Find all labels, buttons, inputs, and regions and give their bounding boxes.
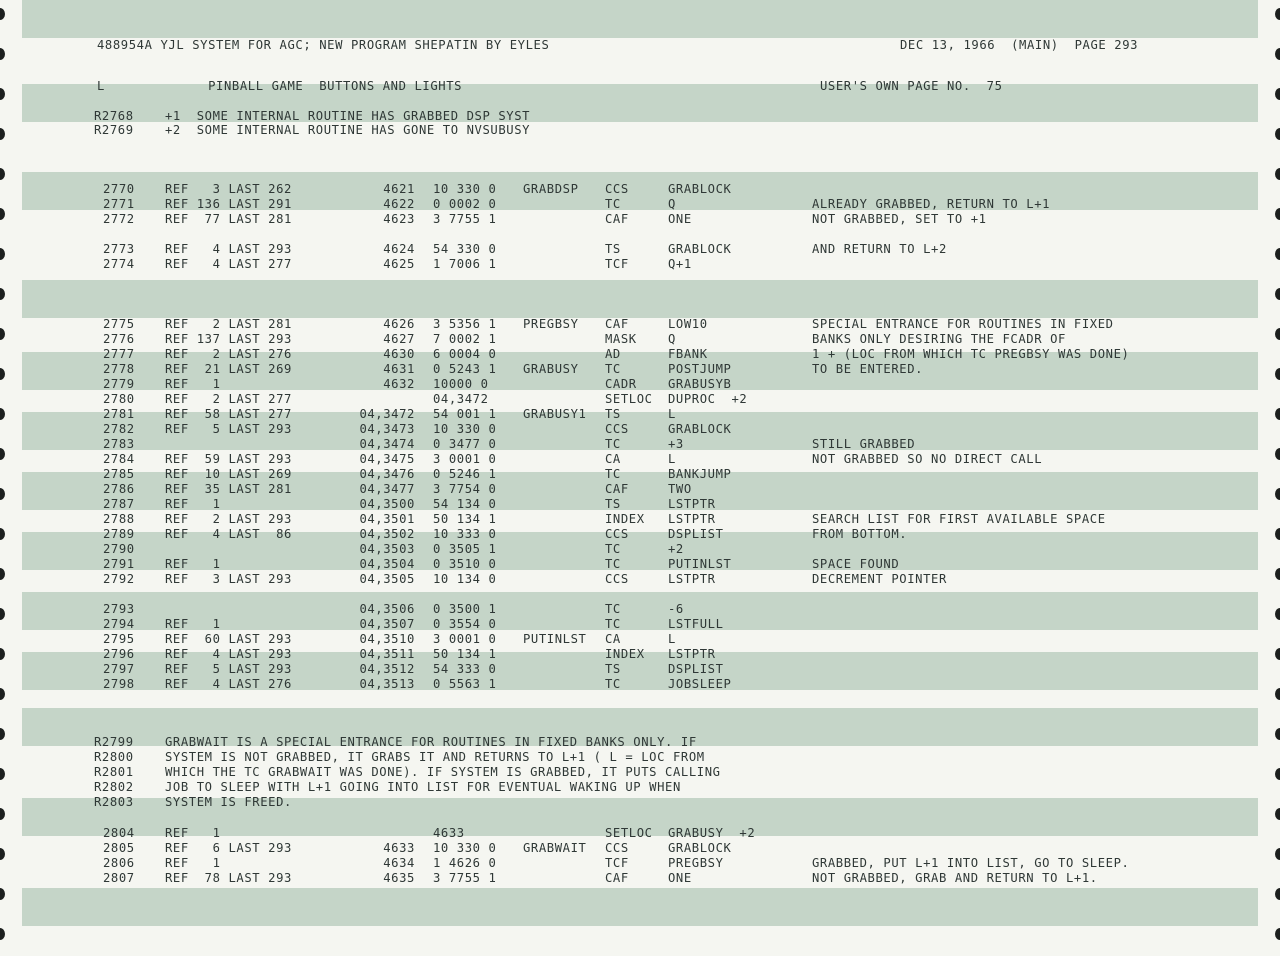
cross-reference: REF 2 LAST 277 — [165, 392, 292, 406]
line-number: 2786 — [103, 482, 135, 496]
line-number: 2784 — [103, 452, 135, 466]
operand: LSTPTR — [668, 572, 716, 586]
memory-address: 04,3472 — [359, 407, 415, 421]
listing-row — [0, 317, 1280, 331]
opcode: CADR — [605, 377, 637, 391]
memory-address: 04,3513 — [359, 677, 415, 691]
listing-row — [0, 257, 1280, 271]
line-number: 2775 — [103, 317, 135, 331]
cross-reference: REF 21 LAST 269 — [165, 362, 292, 376]
opcode: TS — [605, 242, 621, 256]
memory-address: 4625 — [383, 257, 415, 271]
line-number: 2795 — [103, 632, 135, 646]
cross-reference: REF 1 — [165, 377, 221, 391]
opcode: TC — [605, 437, 621, 451]
opcode: TC — [605, 617, 621, 631]
operand: LSTPTR — [668, 497, 716, 511]
listing-row — [0, 572, 1280, 586]
feed-hole — [0, 88, 5, 100]
line-number: 2792 — [103, 572, 135, 586]
cross-reference: REF 59 LAST 293 — [165, 452, 292, 466]
line-number: 2776 — [103, 332, 135, 346]
opcode: TS — [605, 407, 621, 421]
opcode: SETLOC — [605, 392, 653, 406]
page-header-title: 488954A YJL SYSTEM FOR AGC; NEW PROGRAM SHEPATIN BY EYLES — [97, 38, 550, 52]
listing-row — [0, 422, 1280, 436]
memory-address: 4627 — [383, 332, 415, 346]
memory-address: 04,3502 — [359, 527, 415, 541]
remark-text: WHICH THE TC GRABWAIT WAS DONE). IF SYSTEM IS GRABBED, IT PUTS CALLING — [165, 765, 721, 779]
greenbar-band — [22, 0, 1258, 38]
listing-row — [0, 632, 1280, 646]
feed-hole — [0, 288, 5, 300]
comment: SPACE FOUND — [812, 557, 900, 571]
line-number: 2782 — [103, 422, 135, 436]
comment: NOT GRABBED, GRAB AND RETURN TO L+1. — [812, 871, 1098, 885]
octal-word: 7 0002 1 — [433, 332, 497, 346]
comment: GRABBED, PUT L+1 INTO LIST, GO TO SLEEP. — [812, 856, 1130, 870]
line-number: 2789 — [103, 527, 135, 541]
listing-row — [0, 197, 1280, 211]
opcode: AD — [605, 347, 621, 361]
opcode: TCF — [605, 856, 629, 870]
cross-reference: REF 1 — [165, 497, 221, 511]
octal-word: 10000 0 — [433, 377, 489, 391]
operand: +2 — [668, 542, 684, 556]
symbol-label: PREGBSY — [523, 317, 579, 331]
listing-row — [0, 347, 1280, 361]
feed-hole — [0, 808, 5, 820]
comment: FROM BOTTOM. — [812, 527, 908, 541]
cross-reference: REF 6 LAST 293 — [165, 841, 292, 855]
opcode: TC — [605, 197, 621, 211]
comment: TO BE ENTERED. — [812, 362, 924, 376]
listing-row — [0, 826, 1280, 840]
line-number: 2796 — [103, 647, 135, 661]
operand: PUTINLST — [668, 557, 732, 571]
memory-address: 04,3503 — [359, 542, 415, 556]
opcode: CCS — [605, 527, 629, 541]
cross-reference: REF 2 LAST 276 — [165, 347, 292, 361]
memory-address: 04,3473 — [359, 422, 415, 436]
operand: POSTJUMP — [668, 362, 732, 376]
opcode: TC — [605, 542, 621, 556]
octal-word: 3 7755 1 — [433, 871, 497, 885]
cross-reference: REF 4 LAST 276 — [165, 677, 292, 691]
listing-row — [0, 377, 1280, 391]
opcode: CCS — [605, 572, 629, 586]
listing-row — [0, 482, 1280, 496]
operand: DSPLIST — [668, 527, 724, 541]
listing-row — [0, 841, 1280, 855]
line-number: 2774 — [103, 257, 135, 271]
operand: TWO — [668, 482, 692, 496]
operand: ONE — [668, 212, 692, 226]
octal-word: 0 0002 0 — [433, 197, 497, 211]
opcode: CA — [605, 452, 621, 466]
listing-row — [0, 527, 1280, 541]
comment: NOT GRABBED, SET TO +1 — [812, 212, 987, 226]
octal-word: 10 330 0 — [433, 422, 497, 436]
operand: Q — [668, 197, 676, 211]
memory-address: 04,3500 — [359, 497, 415, 511]
line-number: 2793 — [103, 602, 135, 616]
opcode: TC — [605, 602, 621, 616]
operand: L — [668, 632, 676, 646]
memory-address: 4621 — [383, 182, 415, 196]
comment: STILL GRABBED — [812, 437, 916, 451]
octal-word: 54 001 1 — [433, 407, 497, 421]
opcode: CA — [605, 632, 621, 646]
remark-text: JOB TO SLEEP WITH L+1 GOING INTO LIST FOR EVENTUAL WAKING UP WHEN — [165, 780, 681, 794]
line-number: 2781 — [103, 407, 135, 421]
operand: GRABLOCK — [668, 422, 732, 436]
operand: JOBSLEEP — [668, 677, 732, 691]
octal-word: 0 3510 0 — [433, 557, 497, 571]
line-number: 2791 — [103, 557, 135, 571]
line-number: 2770 — [103, 182, 135, 196]
opcode: INDEX — [605, 647, 645, 661]
listing-row — [0, 542, 1280, 556]
cross-reference: REF 5 LAST 293 — [165, 662, 292, 676]
feed-hole — [1275, 48, 1280, 60]
octal-word: 0 5563 1 — [433, 677, 497, 691]
memory-address: 4623 — [383, 212, 415, 226]
feed-hole — [0, 168, 5, 180]
operand: GRABLOCK — [668, 242, 732, 256]
operand: LSTFULL — [668, 617, 724, 631]
remark-number: R2801 — [94, 765, 134, 779]
cross-reference: REF 1 — [165, 557, 221, 571]
opcode: TC — [605, 362, 621, 376]
octal-word: 10 330 0 — [433, 182, 497, 196]
feed-hole — [1275, 888, 1280, 900]
line-number: 2777 — [103, 347, 135, 361]
memory-address: 04,3476 — [359, 467, 415, 481]
octal-word: 3 7755 1 — [433, 212, 497, 226]
line-number: 2788 — [103, 512, 135, 526]
remark-text: SYSTEM IS NOT GRABBED, IT GRABS IT AND RETURNS TO L+1 ( L = LOC FROM — [165, 750, 705, 764]
memory-address: 04,3501 — [359, 512, 415, 526]
operand: L — [668, 407, 676, 421]
cross-reference: REF 4 LAST 86 — [165, 527, 292, 541]
remark-number: R2800 — [94, 750, 134, 764]
line-number: 2804 — [103, 826, 135, 840]
memory-address: 4630 — [383, 347, 415, 361]
line-number: 2794 — [103, 617, 135, 631]
octal-word: 3 7754 0 — [433, 482, 497, 496]
octal-word: 1 7006 1 — [433, 257, 497, 271]
line-number: 2797 — [103, 662, 135, 676]
memory-address: 04,3512 — [359, 662, 415, 676]
line-number: 2787 — [103, 497, 135, 511]
opcode: CCS — [605, 422, 629, 436]
comment: DECREMENT POINTER — [812, 572, 947, 586]
greenbar-band — [22, 888, 1258, 926]
operand: LSTPTR — [668, 512, 716, 526]
remark-text: +2 SOME INTERNAL ROUTINE HAS GONE TO NVSUBUSY — [165, 123, 531, 137]
symbol-label: GRABUSY1 — [523, 407, 587, 421]
page-header-date-page: DEC 13, 1966 (MAIN) PAGE 293 — [900, 38, 1139, 52]
line-number: 2773 — [103, 242, 135, 256]
octal-word: 4633 — [433, 826, 465, 840]
cross-reference: REF 4 LAST 293 — [165, 647, 292, 661]
feed-hole — [0, 928, 5, 940]
operand: GRABLOCK — [668, 841, 732, 855]
comment: SPECIAL ENTRANCE FOR ROUTINES IN FIXED — [812, 317, 1114, 331]
octal-word: 10 330 0 — [433, 841, 497, 855]
octal-word: 3 5356 1 — [433, 317, 497, 331]
memory-address: 04,3504 — [359, 557, 415, 571]
octal-word: 0 3477 0 — [433, 437, 497, 451]
cross-reference: REF 4 LAST 277 — [165, 257, 292, 271]
opcode: INDEX — [605, 512, 645, 526]
operand: DUPROC +2 — [668, 392, 748, 406]
cross-reference: REF 58 LAST 277 — [165, 407, 292, 421]
opcode: TC — [605, 677, 621, 691]
remark-line — [0, 735, 1280, 749]
operand: -6 — [668, 602, 684, 616]
memory-address: 04,3474 — [359, 437, 415, 451]
remark-line — [0, 123, 1280, 137]
symbol-label: GRABWAIT — [523, 841, 587, 855]
line-number: 2806 — [103, 856, 135, 870]
operand: GRABLOCK — [668, 182, 732, 196]
listing-row — [0, 647, 1280, 661]
opcode: SETLOC — [605, 826, 653, 840]
opcode: CCS — [605, 841, 629, 855]
operand: L — [668, 452, 676, 466]
cross-reference: REF 136 LAST 291 — [165, 197, 292, 211]
octal-word: 0 3505 1 — [433, 542, 497, 556]
opcode: TC — [605, 557, 621, 571]
remark-number: R2803 — [94, 795, 134, 809]
feed-hole — [1275, 168, 1280, 180]
line-number: 2779 — [103, 377, 135, 391]
opcode: CAF — [605, 482, 629, 496]
listing-row — [0, 392, 1280, 406]
line-number: 2805 — [103, 841, 135, 855]
memory-address: 04,3477 — [359, 482, 415, 496]
remark-line — [0, 795, 1280, 809]
line-number: 2790 — [103, 542, 135, 556]
cross-reference: REF 1 — [165, 826, 221, 840]
line-number: 2778 — [103, 362, 135, 376]
comment: AND RETURN TO L+2 — [812, 242, 947, 256]
line-number: 2772 — [103, 212, 135, 226]
listing-row — [0, 512, 1280, 526]
cross-reference: REF 1 — [165, 856, 221, 870]
listing-row — [0, 182, 1280, 196]
octal-word: 0 5243 1 — [433, 362, 497, 376]
remark-number: R2768 — [94, 109, 134, 123]
memory-address: 04,3505 — [359, 572, 415, 586]
opcode: CAF — [605, 317, 629, 331]
line-number: 2783 — [103, 437, 135, 451]
cross-reference: REF 77 LAST 281 — [165, 212, 292, 226]
cross-reference: REF 5 LAST 293 — [165, 422, 292, 436]
listing-row — [0, 602, 1280, 616]
listing-row — [0, 407, 1280, 421]
memory-address: 04,3511 — [359, 647, 415, 661]
opcode: TS — [605, 497, 621, 511]
listing-row — [0, 242, 1280, 256]
line-number: 2798 — [103, 677, 135, 691]
listing-row — [0, 677, 1280, 691]
comment: BANKS ONLY DESIRING THE FCADR OF — [812, 332, 1066, 346]
opcode: TCF — [605, 257, 629, 271]
operand: DSPLIST — [668, 662, 724, 676]
memory-address: 04,3507 — [359, 617, 415, 631]
line-number: 2771 — [103, 197, 135, 211]
operand: ONE — [668, 871, 692, 885]
line-number: 2807 — [103, 871, 135, 885]
operand: LSTPTR — [668, 647, 716, 661]
octal-word: 0 3500 1 — [433, 602, 497, 616]
octal-word: 50 134 1 — [433, 512, 497, 526]
greenbar-band — [22, 280, 1258, 318]
remark-line — [0, 780, 1280, 794]
opcode: CCS — [605, 182, 629, 196]
cross-reference: REF 1 — [165, 617, 221, 631]
listing-row — [0, 437, 1280, 451]
line-number: 2785 — [103, 467, 135, 481]
remark-number: R2802 — [94, 780, 134, 794]
listing-row — [0, 856, 1280, 870]
listing-row — [0, 212, 1280, 226]
memory-address: 4634 — [383, 856, 415, 870]
comment: ALREADY GRABBED, RETURN TO L+1 — [812, 197, 1051, 211]
feed-hole — [0, 8, 5, 20]
listing-row — [0, 497, 1280, 511]
symbol-label: PUTINLST — [523, 632, 587, 646]
cross-reference: REF 3 LAST 293 — [165, 572, 292, 586]
operand: Q+1 — [668, 257, 692, 271]
remark-text: +1 SOME INTERNAL ROUTINE HAS GRABBED DSP SYST — [165, 109, 531, 123]
feed-hole — [1275, 88, 1280, 100]
octal-word: 6 0004 0 — [433, 347, 497, 361]
line-number: 2780 — [103, 392, 135, 406]
octal-word: 10 333 0 — [433, 527, 497, 541]
memory-address: 4632 — [383, 377, 415, 391]
opcode: MASK — [605, 332, 637, 346]
octal-word: 54 333 0 — [433, 662, 497, 676]
operand: FBANK — [668, 347, 708, 361]
cross-reference: REF 4 LAST 293 — [165, 242, 292, 256]
memory-address: 4624 — [383, 242, 415, 256]
listing-row — [0, 617, 1280, 631]
operand: Q — [668, 332, 676, 346]
octal-word: 50 134 1 — [433, 647, 497, 661]
opcode: TS — [605, 662, 621, 676]
memory-address: 4631 — [383, 362, 415, 376]
feed-hole — [1275, 808, 1280, 820]
comment: SEARCH LIST FOR FIRST AVAILABLE SPACE — [812, 512, 1106, 526]
remark-line — [0, 750, 1280, 764]
memory-address: 04,3510 — [359, 632, 415, 646]
octal-word: 54 330 0 — [433, 242, 497, 256]
memory-address: 4635 — [383, 871, 415, 885]
symbol-label: GRABDSP — [523, 182, 579, 196]
cross-reference: REF 3 LAST 262 — [165, 182, 292, 196]
listing-row — [0, 557, 1280, 571]
listing-row — [0, 871, 1280, 885]
feed-hole — [0, 48, 5, 60]
symbol-label: GRABUSY — [523, 362, 579, 376]
memory-address: 04,3475 — [359, 452, 415, 466]
octal-word: 04,3472 — [433, 392, 489, 406]
octal-word: 0 3554 0 — [433, 617, 497, 631]
operand: +3 — [668, 437, 684, 451]
memory-address: 04,3506 — [359, 602, 415, 616]
memory-address: 4633 — [383, 841, 415, 855]
feed-hole — [1275, 288, 1280, 300]
listing-row — [0, 467, 1280, 481]
cross-reference: REF 2 LAST 281 — [165, 317, 292, 331]
remark-line — [0, 109, 1280, 123]
remark-number: R2769 — [94, 123, 134, 137]
cross-reference: REF 35 LAST 281 — [165, 482, 292, 496]
listing-row — [0, 362, 1280, 376]
operand: GRABUSYB — [668, 377, 732, 391]
octal-word: 1 4626 0 — [433, 856, 497, 870]
cross-reference: REF 60 LAST 293 — [165, 632, 292, 646]
feed-hole — [1275, 928, 1280, 940]
comment: 1 + (LOC FROM WHICH TC PREGBSY WAS DONE) — [812, 347, 1130, 361]
opcode: CAF — [605, 212, 629, 226]
cross-reference: REF 78 LAST 293 — [165, 871, 292, 885]
opcode: TC — [605, 467, 621, 481]
operand: LOW10 — [668, 317, 708, 331]
listing-row — [0, 332, 1280, 346]
remark-text: GRABWAIT IS A SPECIAL ENTRANCE FOR ROUTINES IN FIXED BANKS ONLY. IF — [165, 735, 697, 749]
opcode: CAF — [605, 871, 629, 885]
operand: BANKJUMP — [668, 467, 732, 481]
remark-line — [0, 765, 1280, 779]
feed-hole — [0, 888, 5, 900]
user-page-number: USER'S OWN PAGE NO. 75 — [820, 79, 1003, 93]
comment: NOT GRABBED SO NO DIRECT CALL — [812, 452, 1043, 466]
cross-reference: REF 10 LAST 269 — [165, 467, 292, 481]
octal-word: 10 134 0 — [433, 572, 497, 586]
listing-row — [0, 662, 1280, 676]
remark-text: SYSTEM IS FREED. — [165, 795, 292, 809]
cross-reference: REF 2 LAST 293 — [165, 512, 292, 526]
section-title: L PINBALL GAME BUTTONS AND LIGHTS — [97, 79, 463, 93]
octal-word: 0 5246 1 — [433, 467, 497, 481]
feed-hole — [1275, 8, 1280, 20]
listing-row — [0, 452, 1280, 466]
operand: PREGBSY — [668, 856, 724, 870]
remark-number: R2799 — [94, 735, 134, 749]
octal-word: 3 0001 0 — [433, 452, 497, 466]
memory-address: 4626 — [383, 317, 415, 331]
cross-reference: REF 137 LAST 293 — [165, 332, 292, 346]
octal-word: 3 0001 0 — [433, 632, 497, 646]
memory-address: 4622 — [383, 197, 415, 211]
octal-word: 54 134 0 — [433, 497, 497, 511]
operand: GRABUSY +2 — [668, 826, 756, 840]
